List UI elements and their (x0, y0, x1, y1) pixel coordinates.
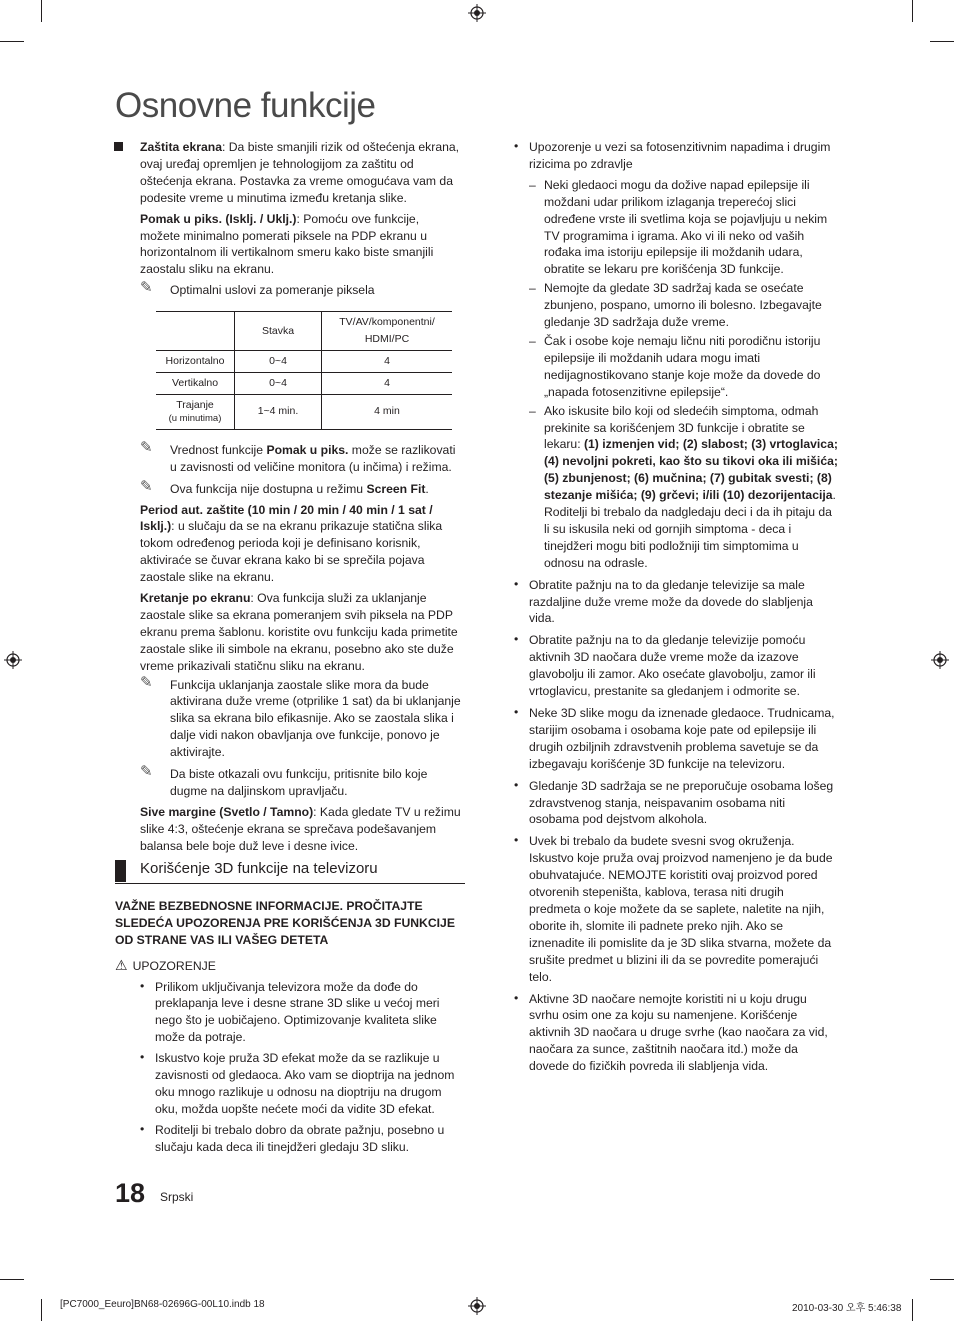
table-cell: 4 (322, 372, 453, 394)
table-cell-text: Trajanje (176, 398, 214, 411)
dash-item: – Neki gledaoci mogu da dožive napad epilepsije ili moždani udar prilikom izlaganja treperećoj slici određene vrste ili svetlima koja se pojavljuju u nekim TV programima i igrama. Ako vi ili neko od vaših rođaka ima istoriju epilepsije ili moždanih udara, obratite se lekaru pre korišćenja 3D funkcije. (529, 177, 838, 278)
right-bullet-list (514, 139, 838, 1075)
list-item: • Prilikom uključivanja televizora može da dođe do preklapanja leve i desne strane 3D slike u većoj meri nego što je uobičajeno. Optimizovanje kvaliteta slike može da potraje. (140, 979, 465, 1047)
dash-item-text: . Roditelji bi trebalo da nadgledaju deci i da ih pitaju da li su iskusila neki od gornjih simptoma - deca i tinejdžeri mogu biti podložniji tim simptomima u odnosu na odrasle. (544, 488, 836, 570)
right-column (514, 139, 838, 1075)
term-text: : Kada gledate TV u režimu slike 4:3, oštećenje ekrana se sprečava podešavanjem balansa bele boje duž leve i desne ivice. (140, 804, 461, 853)
paragraph-grey-margins (140, 804, 462, 855)
note (140, 438, 462, 476)
table-header: Stavka (235, 312, 322, 351)
crop-mark (930, 41, 954, 42)
list-item: • Obratite pažnju na to da gledanje televizije sa male razdaljine duže vreme može da dovede do slabljenja vida. (514, 577, 838, 628)
list-item: • Obratite pažnju na to da gledanje televizije pomoću aktivnih 3D naočara duže vreme može da izazove glavobolju ili zamor. Ako osećate glavobolju, zamor ili vrtoglavicu, prestanite sa gledanjem i odmorite se. (514, 632, 838, 700)
list-item: • Iskustvo koje pruža 3D efekat može da se razlikuje u zavisnosti od gledaoca. Ako vam se dioptrija na jednom oku mnogo razlikuje u odnosu na dioptriju na drugom oku, možda uopšte nećete moći da vidite 3D efekat. (140, 1050, 465, 1118)
note-text: Ova funkcija nije dostupna u režimu (170, 481, 367, 496)
list-item-text: Upozorenje u vezi sa fotosenzitivnim napadima i drugim rizicima po zdravlje (529, 140, 831, 171)
term-label: Pomak u piks. (Isklj. / Uklj.) (140, 211, 297, 226)
dash-item: – Nemojte da gledate 3D sadržaj kada se osećate zbunjeno, pospano, umorno ili bolesno. Izbegavajte gledanje 3D sadržaja duže vreme. (529, 280, 838, 331)
term-text: : Pomoću ove funkcije, možete minimalno pomerati piksele na PDP ekranu u horizontalnom ili vertikalnom smeru kako biste smanjili zaostalu sliku na ekranu. (140, 211, 434, 277)
term-label: Sive margine (Svetlo / Tamno) (140, 804, 314, 819)
note (140, 279, 462, 299)
crop-mark (0, 1279, 24, 1280)
dash-item-text: Ako iskusite bilo koji od sledećih simptoma, odmah prekinite sa korišćenjem 3D funkcije i obratite se lekaru: (544, 403, 819, 452)
note-pencil-icon: ✎ (140, 279, 153, 297)
note-text: . (425, 481, 429, 496)
note (140, 477, 462, 498)
note-pencil-icon: ✎ (140, 673, 153, 691)
table-row (156, 394, 452, 429)
dash-list (529, 177, 838, 572)
paragraph-scrolling (140, 590, 462, 675)
list-item: • Aktivne 3D naočare nemojte koristiti ni u koju drugu svrhu osim one za koju su namenjene. Korišćenje aktivnih 3D naočara u druge svrhe (kao naočara za vid, naočara za sunce, zaštitnih naočara itd.) može da dovede do fizičkih povreda ili slabljenja vida. (514, 991, 838, 1076)
print-slug-date: 2010-03-30 오후 5:46:38 (792, 1303, 902, 1314)
term-label: Kretanje po ekranu (140, 591, 251, 606)
term-label: Period aut. zaštite (10 min / 20 min / 40 min / 1 sat / Isklj.) (140, 502, 433, 534)
print-slug-file: [PC7000_Eeuro]BN68-02696G-00L10.indb 18 (60, 1299, 265, 1310)
term-label: Zaštita ekrana (140, 140, 222, 154)
table-cell: 0~4 (235, 350, 322, 372)
list-item: • Uvek bi trebalo da budete svesni svog okruženja. Iskustvo koje pruža ovaj proizvod namenjeno je da bude obuhvatajuće. NEMOJTE koristiti ovaj proizvod pored otvorenih stepeništa, kablova, terasa niti drugih predmeta o koje možete da se saplete, naletite na njih, oborite ih, slomite ili padnete preko njih. Ako se iznenadite ili pomislite da je 3D slika stvarna, možete da srušite predmet u blizini ili da se povredite pomerajući telo. (514, 833, 838, 985)
crop-mark (930, 1279, 954, 1280)
table-cell: 1~4 min. (235, 394, 322, 429)
registration-mark-icon (931, 651, 949, 669)
important-notice: VAŽNE BEZBEDNOSNE INFORMACIJE. PROČITAJTE SLEDEĆA UPOZORENJA PRE KORIŠĆENJA 3D FUNKCIJE OD STRANE VAS ILI VAŠEG DETETA (115, 898, 455, 947)
registration-mark-icon (468, 1297, 486, 1315)
section-3d (115, 861, 465, 1156)
table-header: TV/AV/komponentni/ HDMI/PC (322, 312, 453, 351)
table-cell: Horizontalno (156, 350, 235, 372)
paragraph-auto-protection (140, 502, 462, 587)
table-cell: 0~4 (235, 372, 322, 394)
note-text: može se razlikovati u zavisnosti od veličine monitora (u inčima) i režima. (170, 442, 456, 474)
dash-item (529, 403, 838, 572)
table-cell-subtext: (u minutima) (168, 412, 222, 424)
crop-mark (0, 41, 24, 42)
table-cell: 4 (322, 350, 453, 372)
note-text: Da biste otkazali ovu funkciju, pritisnite bilo koje dugme na daljinskom upravljaču. (170, 767, 428, 798)
crop-mark (912, 0, 913, 22)
warning-heading (115, 957, 465, 975)
symptom-list: (1) izmenjen vid; (2) slabost; (3) vrtoglavica; (4) nevoljni pokreti, kao što su tikovi oka ili mišića; (5) zbunjenost; (6) mučnina; (7) gubitak svesti; (8) stezanje mišića; (9) grčevi; i/ili (10) dezorijentacija (544, 437, 838, 503)
note-pencil-icon: ✎ (140, 477, 153, 495)
left-column (140, 139, 462, 855)
table-row (156, 350, 452, 372)
term-text: : Da biste smanjili rizik od oštećenja ekrana, ovaj uređaj opremljen je tehnologijom za zaštitu od oštećenja ekrana. Postavka za vreme omogućava vam da podesite vreme u minutima između kretanja slike. (140, 140, 460, 205)
term-text: : Ova funkcija služi za uklanjanje zaostale slike sa ekrana pomeranjem svih piksela na PDP ekranu prema šablonu. koristite ovu funkciju kada primetite zaostale slike ili simbole na ekranu, posebno ako ste duže vreme prikazivali statičnu sliku na ekranu. (140, 591, 458, 673)
note (140, 673, 462, 762)
registration-mark-icon (4, 651, 22, 669)
note-term: Pomak u piks. (266, 442, 349, 457)
list-item: • Neke 3D slike mogu da iznenade gledaoce. Trudnicama, starijim osobama i osobama koje pate od epilepsije ili drugih ozbiljnih zdravstvenih problema savetuje se da izbegavaju korišćenje 3D funkcije na televizoru. (514, 705, 838, 773)
paragraph-pixel-shift (140, 211, 462, 279)
table-cell: 4 min (322, 394, 453, 429)
warning-triangle-icon: ⚠ (115, 956, 128, 973)
list-item: • Gledanje 3D sadržaja se ne preporučuje osobama lošeg zdravstvenog stanja, neispavanim osobama niti osobama pod dejstvom alkohola. (514, 778, 838, 829)
square-bullet-icon (114, 142, 123, 151)
crop-mark (41, 1299, 42, 1321)
crop-mark (912, 1299, 913, 1321)
page-title: Osnovne funkcije (115, 86, 376, 125)
warning-list (140, 979, 465, 1156)
section-bar-icon (115, 860, 126, 882)
table-cell (156, 394, 235, 429)
note-term: Screen Fit (366, 481, 426, 496)
section-title: Korišćenje 3D funkcije na televizoru (140, 860, 378, 877)
page-number: 18 (115, 1178, 146, 1208)
registration-mark-icon (468, 4, 486, 22)
note-pencil-icon: ✎ (140, 438, 153, 456)
dash-item: – Čak i osobe koje nemaju ličnu niti porodičnu istoriju epilepsije ili moždanih udara mogu imati nedijagnostikovano stanje koje može da dovede do „napada fotosenzitivne epilepsije“. (529, 333, 838, 401)
table-cell: Vertikalno (156, 372, 235, 394)
note-text: Vrednost funkcije (170, 442, 267, 457)
table-header-empty (156, 312, 235, 351)
list-item: • Roditelji bi trebalo dobro da obrate pažnju, posebno u slučaju kada deca ili tinejdžeri gledaju 3D sliku. (140, 1122, 465, 1156)
note (140, 763, 462, 800)
footer-language: Srpski (160, 1190, 194, 1204)
pixel-shift-table (156, 311, 452, 430)
warning-label: UPOZORENJE (132, 958, 216, 973)
table-row (156, 372, 452, 394)
paragraph-screen-protection (140, 139, 462, 207)
term-text: : u slučaju da se na ekranu prikazuje statična slika tokom određenog perioda koji je definisano korisnik, aktiviraće se čuvar ekrana kako bi se sprečila pojava zaostale slike na ekranu. (140, 519, 443, 585)
note-pencil-icon: ✎ (140, 763, 153, 781)
note-text: Optimalni uslovi za pomeranje piksela (170, 283, 375, 298)
list-item (514, 139, 838, 572)
section-heading (115, 861, 465, 884)
crop-mark (41, 0, 42, 22)
note-text: Funkcija uklanjanja zaostale slike mora da bude aktivirana duže vreme (otprilike 1 sat) da bi uklanjanje slika sa ekrana bilo efikasnije. Ako se zaostala slika i dalje vidi nakon obavljanja ove funkcije, ponovo je aktivirajte. (170, 677, 461, 760)
